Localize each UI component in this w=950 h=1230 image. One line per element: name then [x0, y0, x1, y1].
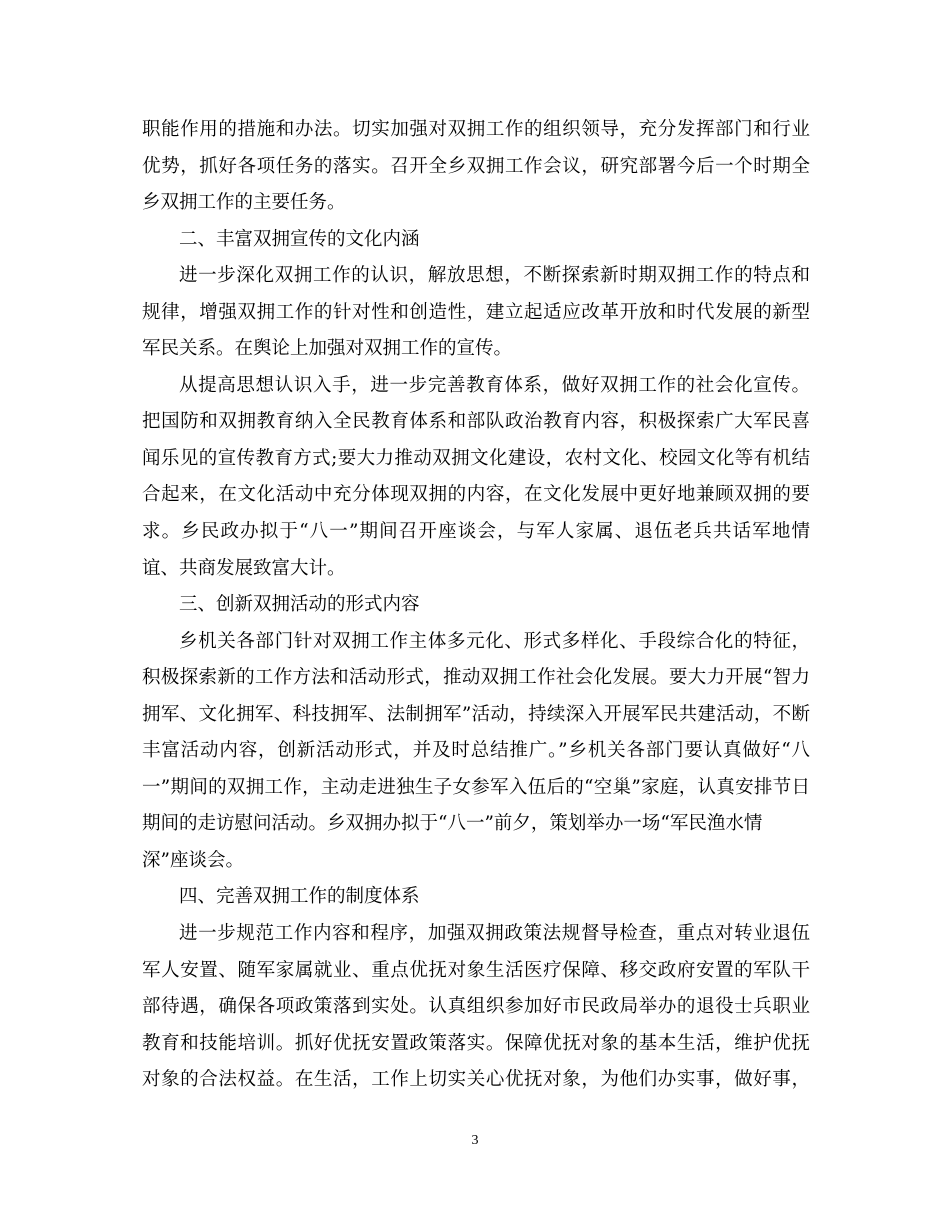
text-line: 进一步深化双拥工作的认识，解放思想，不断探索新时期双拥工作的特点和 — [179, 265, 810, 287]
text-line: 一”期间的双拥工作，主动走进独生子女参军入伍后的“空巢”家庭，认真安排节日 — [142, 776, 810, 798]
text-line: 优势，抓好各项任务的落实。召开全乡双拥工作会议，研究部署今后一个时期全 — [142, 155, 810, 177]
text-line: 对象的合法权益。在生活，工作上切实关心优抚对象，为他们办实事，做好事， — [142, 1069, 810, 1091]
text-line: 教育和技能培训。抓好优抚安置政策落实。保障优抚对象的基本生活，维护优抚 — [142, 1032, 810, 1054]
text-line: 期间的走访慰问活动。乡双拥办拟于“八一”前夕，策划举办一场“军民渔水情 — [142, 813, 763, 835]
text-line: 进一步规范工作内容和程序，加强双拥政策法规督导检查，重点对转业退伍 — [179, 923, 810, 945]
text-line: 三、创新双拥活动的形式内容 — [179, 594, 420, 616]
text-line: 求。乡民政办拟于“八一”期间召开座谈会，与军人家属、退伍老兵共话军地情 — [142, 521, 810, 543]
text-line: 军人安置、随军家属就业、重点优抚对象生活医疗保障、移交政府安置的军队干 — [142, 959, 810, 981]
text-line: 拥军、文化拥军、科技拥军、法制拥军”活动，持续深入开展军民共建活动，不断 — [142, 703, 810, 725]
text-line: 四、完善双拥工作的制度体系 — [179, 886, 420, 908]
text-line: 军民关系。在舆论上加强对双拥工作的宣传。 — [142, 338, 513, 360]
text-line: 部待遇，确保各项政策落到实处。认真组织参加好市民政局举办的退役士兵职业 — [142, 996, 810, 1018]
text-line: 乡双拥工作的主要任务。 — [142, 192, 346, 214]
text-line: 把国防和双拥教育纳入全民教育体系和部队政治教育内容，积极探索广大军民喜 — [142, 411, 810, 433]
text-line: 从提高思想认识入手，进一步完善教育体系，做好双拥工作的社会化宣传。 — [179, 374, 810, 396]
page-number: 3 — [471, 1133, 479, 1148]
text-line: 合起来，在文化活动中充分体现双拥的内容，在文化发展中更好地兼顾双拥的要 — [142, 484, 810, 506]
text-line: 职能作用的措施和办法。切实加强对双拥工作的组织领导，充分发挥部门和行业 — [142, 119, 810, 140]
text-line: 乡机关各部门针对双拥工作主体多元化、形式多样化、手段综合化的特征， — [179, 630, 810, 652]
text-line: 丰富活动内容，创新活动形式，并及时总结推广。”乡机关各部门要认真做好“八 — [142, 740, 810, 762]
text-line: 积极探索新的工作方法和活动形式，推动双拥工作社会化发展。要大力开展“智力 — [142, 667, 810, 689]
text-line: 二、丰富双拥宣传的文化内涵 — [179, 228, 420, 250]
text-line: 规律，增强双拥工作的针对性和创造性，建立起适应改革开放和时代发展的新型 — [142, 301, 810, 323]
text-line: 谊、共商发展致富大计。 — [142, 557, 346, 579]
document-body — [142, 112, 810, 1099]
text-line: 深”座谈会。 — [142, 849, 244, 871]
text-line: 闻乐见的宣传教育方式;要大力推动双拥文化建设，农村文化、校园文化等有机结 — [142, 447, 810, 469]
